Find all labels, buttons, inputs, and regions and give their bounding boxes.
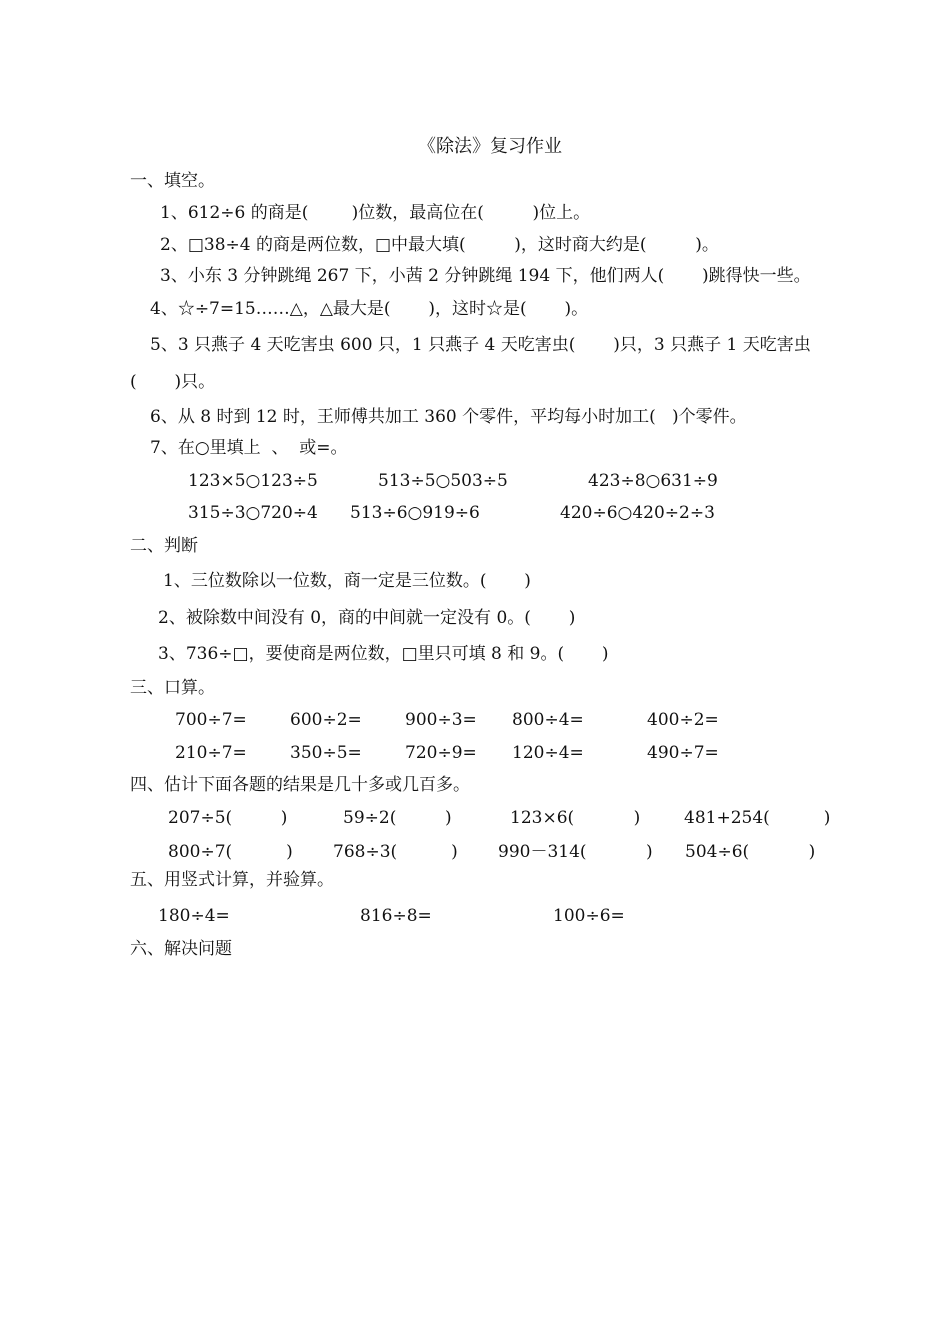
estimate-item: 481+254( ) (684, 808, 831, 828)
oral-calc-item: 720÷9= (405, 743, 477, 763)
estimate-item: 123×6( ) (510, 808, 641, 828)
compare-expression: 315÷3○720÷4 (188, 503, 318, 523)
oral-calc-item: 400÷2= (647, 710, 719, 730)
oral-calc-item: 120÷4= (512, 743, 584, 763)
question-text-continuation: ( )只。 (130, 372, 216, 392)
estimate-item: 504÷6( ) (685, 842, 816, 862)
estimate-item: 990－314( ) (498, 842, 653, 862)
oral-calc-item: 600÷2= (290, 710, 362, 730)
vertical-calc-item: 180÷4= (158, 906, 230, 926)
question-text: 7、在○里填上 、 或=。 (150, 438, 348, 458)
estimate-item: 800÷7( ) (168, 842, 293, 862)
compare-expression: 123×5○123÷5 (188, 471, 318, 491)
oral-calc-item: 350÷5= (290, 743, 362, 763)
question-text: 6、从 8 时到 12 时，王师傅共加工 360 个零件，平均每小时加工( )个零件。 (150, 407, 747, 427)
compare-expression: 423÷8○631÷9 (588, 471, 718, 491)
compare-expression: 420÷6○420÷2÷3 (560, 503, 715, 523)
vertical-calc-item: 100÷6= (553, 906, 625, 926)
page-title: 《除法》复习作业 (418, 136, 562, 157)
section-heading: 六、解决问题 (130, 939, 232, 959)
section-heading: 五、用竖式计算，并验算。 (130, 870, 334, 890)
question-text: 2、□38÷4 的商是两位数，□中最大填( )，这时商大约是( )。 (160, 235, 719, 255)
estimate-item: 768÷3( ) (333, 842, 458, 862)
compare-expression: 513÷5○503÷5 (378, 471, 508, 491)
question-text: 1、612÷6 的商是( )位数，最高位在( )位上。 (160, 203, 591, 223)
question-text: 5、3 只燕子 4 天吃害虫 600 只，1 只燕子 4 天吃害虫( )只，3 只燕子 1 天吃害虫 (150, 335, 811, 355)
judgement-item: 1、三位数除以一位数，商一定是三位数。( ) (163, 571, 531, 591)
oral-calc-item: 700÷7= (175, 710, 247, 730)
section-heading: 四、估计下面各题的结果是几十多或几百多。 (130, 775, 470, 795)
section-heading: 三、口算。 (130, 678, 215, 698)
section-heading: 二、判断 (130, 536, 198, 556)
estimate-item: 59÷2( ) (343, 808, 452, 828)
compare-expression: 513÷6○919÷6 (350, 503, 480, 523)
estimate-item: 207÷5( ) (168, 808, 288, 828)
judgement-item: 3、736÷□，要使商是两位数，□里只可填 8 和 9。( ) (158, 644, 609, 664)
judgement-item: 2、被除数中间没有 0，商的中间就一定没有 0。( ) (158, 608, 576, 628)
question-text: 4、☆÷7=15……△，△最大是( )，这时☆是( )。 (150, 299, 589, 319)
oral-calc-item: 900÷3= (405, 710, 477, 730)
oral-calc-item: 490÷7= (647, 743, 719, 763)
vertical-calc-item: 816÷8= (360, 906, 432, 926)
section-heading: 一、填空。 (130, 171, 215, 191)
oral-calc-item: 210÷7= (175, 743, 247, 763)
question-text: 3、小东 3 分钟跳绳 267 下，小茜 2 分钟跳绳 194 下，他们两人( )跳得快一些。 (160, 266, 811, 286)
oral-calc-item: 800÷4= (512, 710, 584, 730)
